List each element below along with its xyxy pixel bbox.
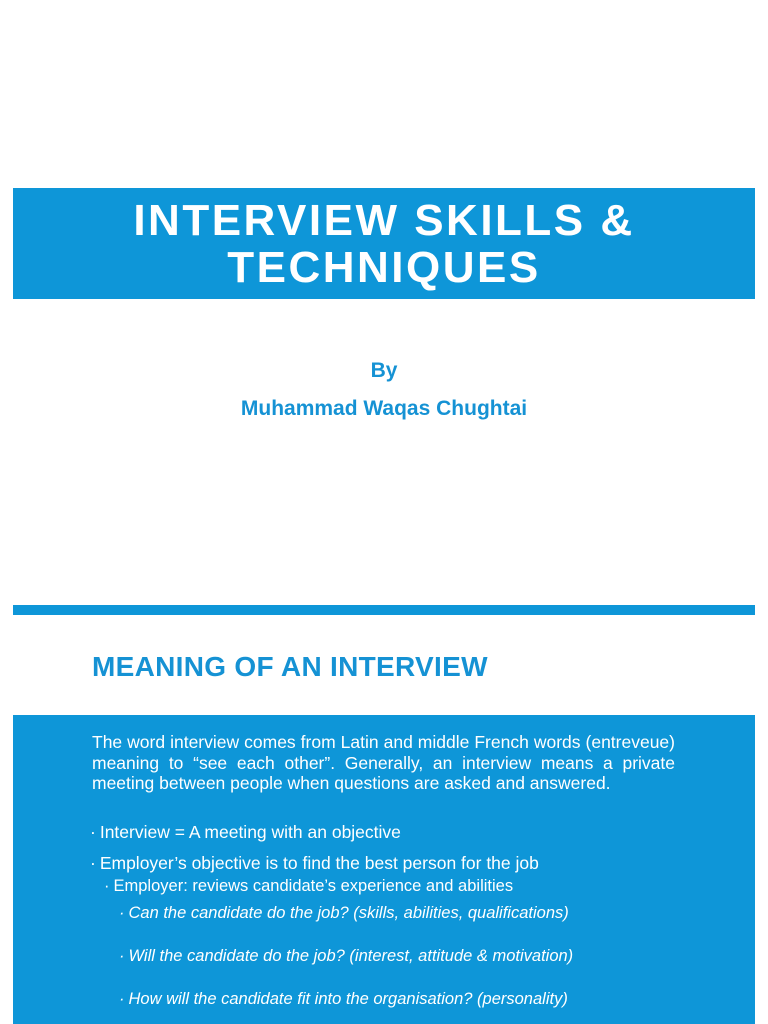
bullet-marker: · (119, 947, 125, 965)
bullet-item (90, 853, 539, 874)
content-panel (13, 715, 755, 1024)
by-label: By (370, 359, 398, 382)
sub-bullet-item (104, 877, 513, 896)
bullet-text: Will the candidate do the job? (interest, attitude & motivation) (128, 947, 574, 965)
sub-sub-bullet-item (119, 946, 589, 966)
bullet-text: Can the candidate do the job? (skills, abilities, qualifications) (128, 904, 569, 922)
bullet-text: How will the candidate fit into the organisation? (personality) (128, 990, 568, 1008)
section-heading: MEANING OF AN INTERVIEW (92, 651, 488, 682)
bullet-text: Employer: reviews candidate’s experience and abilities (113, 877, 514, 895)
slide-title (74, 197, 694, 291)
author-name: Muhammad Waqas Chughtai (240, 397, 528, 420)
bullet-marker: · (119, 990, 125, 1008)
sub-sub-bullet-item (119, 990, 719, 1009)
slide-divider (13, 605, 755, 615)
intro-paragraph: The word interview comes from Latin and middle French words (entreveue) meaning to “see each other”. Generally, an interview means a private meeting between people when questions are asked and answered. (92, 732, 675, 793)
slide-title-line-2: TECHNIQUES (227, 242, 541, 292)
bullet-marker: · (119, 904, 125, 922)
bullet-marker: · (90, 853, 96, 873)
bullet-text: Employer’s objective is to find the best person for the job (99, 853, 539, 873)
title-banner (13, 188, 755, 299)
byline (0, 356, 768, 424)
bullet-text: Interview = A meeting with an objective (99, 822, 401, 842)
bullet-marker: · (90, 822, 96, 842)
bullet-marker: · (104, 877, 110, 895)
slide-title-line-1: INTERVIEW SKILLS & (133, 195, 635, 245)
sub-sub-bullet-item (119, 903, 589, 923)
bullet-item (90, 822, 401, 843)
